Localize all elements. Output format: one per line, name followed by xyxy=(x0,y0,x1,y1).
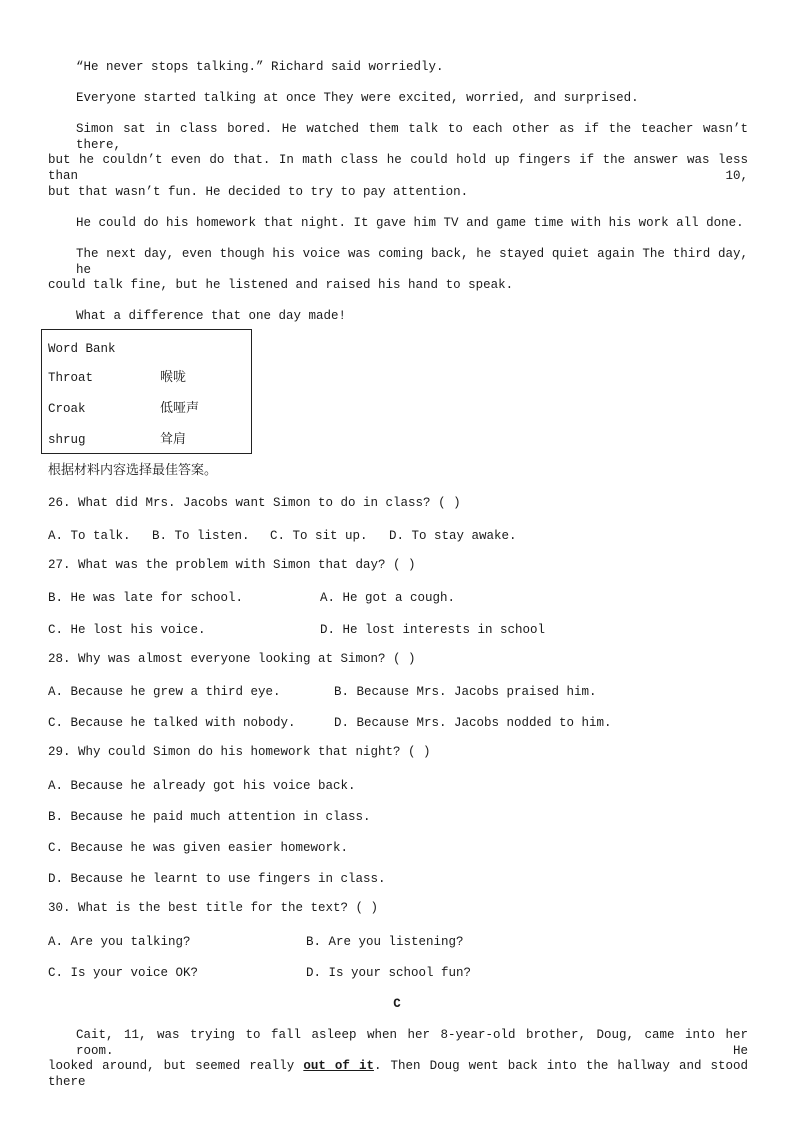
option: C. Because he was given easier homework. xyxy=(48,841,349,855)
question-30: 30. What is the best title for the text? ( ) xyxy=(48,901,379,915)
paragraph-simon-line-2: but he couldn’t even do that. In math class he could hold up fingers if the answer was less than 10, xyxy=(48,153,748,183)
word-bank-translation: 喉咙 xyxy=(160,370,187,385)
question-29: 29. Why could Simon do his homework that night? ( ) xyxy=(48,745,431,759)
option: B. Because he paid much attention in class. xyxy=(48,810,371,824)
question-28: 28. Why was almost everyone looking at Simon? ( ) xyxy=(48,652,416,666)
paragraph-next-day-line-2: could talk fine, but he listened and raised his hand to speak. xyxy=(48,278,514,292)
word-bank-term: Croak xyxy=(48,402,86,416)
section-heading-c: C xyxy=(393,997,401,1011)
option: B. Are you listening? xyxy=(306,935,464,949)
instruction: 根据材料内容选择最佳答案。 xyxy=(48,463,218,478)
option: B. Because Mrs. Jacobs praised him. xyxy=(334,685,597,699)
word-bank-translation: 耸肩 xyxy=(160,432,187,447)
option: A. Are you talking? xyxy=(48,935,191,949)
option: C. To sit up. xyxy=(270,529,368,543)
paragraph-next-day-line-1: The next day, even though his voice was coming back, he stayed quiet again The third day, he xyxy=(76,247,748,277)
option: D. He lost interests in school xyxy=(320,623,546,637)
passage-c-text: looked around, but seemed really xyxy=(48,1059,304,1073)
word-bank-term: Throat xyxy=(48,371,94,385)
underlined-phrase: out of it xyxy=(303,1059,374,1073)
option: D. Because Mrs. Jacobs nodded to him. xyxy=(334,716,612,730)
paragraph-homework: He could do his homework that night. It gave him TV and game time with his work all done. xyxy=(76,216,744,230)
paragraph-quote: “He never stops talking.” Richard said worriedly. xyxy=(76,60,444,74)
option: C. Because he talked with nobody. xyxy=(48,716,296,730)
passage-c-line-2 xyxy=(48,1058,748,1090)
word-bank-translation: 低哑声 xyxy=(160,401,200,416)
paragraph-everyone: Everyone started talking at once They were excited, worried, and surprised. xyxy=(76,91,639,105)
option: D. Is your school fun? xyxy=(306,966,472,980)
passage-c-text: . Then Doug went back into the hallway and stood there xyxy=(48,1059,749,1089)
paragraph-simon-line-3: but that wasn’t fun. He decided to try to pay attention. xyxy=(48,185,469,199)
option: A. To talk. xyxy=(48,529,131,543)
option: A. He got a cough. xyxy=(320,591,456,605)
word-bank-term: shrug xyxy=(48,433,86,447)
option: C. He lost his voice. xyxy=(48,623,206,637)
question-26: 26. What did Mrs. Jacobs want Simon to do in class? ( ) xyxy=(48,496,461,510)
option: B. To listen. xyxy=(152,529,250,543)
passage-c-line-1: Cait, 11, was trying to fall asleep when her 8-year-old brother, Doug, came into her room. He xyxy=(76,1028,748,1058)
option: D. To stay awake. xyxy=(389,529,517,543)
question-27: 27. What was the problem with Simon that day? ( ) xyxy=(48,558,416,572)
word-bank-box xyxy=(41,329,252,454)
paragraph-simon-line-1: Simon sat in class bored. He watched them talk to each other as if the teacher wasn’t there, xyxy=(76,122,748,152)
option: B. He was late for school. xyxy=(48,591,244,605)
option: D. Because he learnt to use fingers in class. xyxy=(48,872,386,886)
option: A. Because he grew a third eye. xyxy=(48,685,281,699)
option: A. Because he already got his voice back. xyxy=(48,779,356,793)
word-bank-title: Word Bank xyxy=(48,342,116,356)
option: C. Is your voice OK? xyxy=(48,966,199,980)
paragraph-difference: What a difference that one day made! xyxy=(76,309,347,323)
